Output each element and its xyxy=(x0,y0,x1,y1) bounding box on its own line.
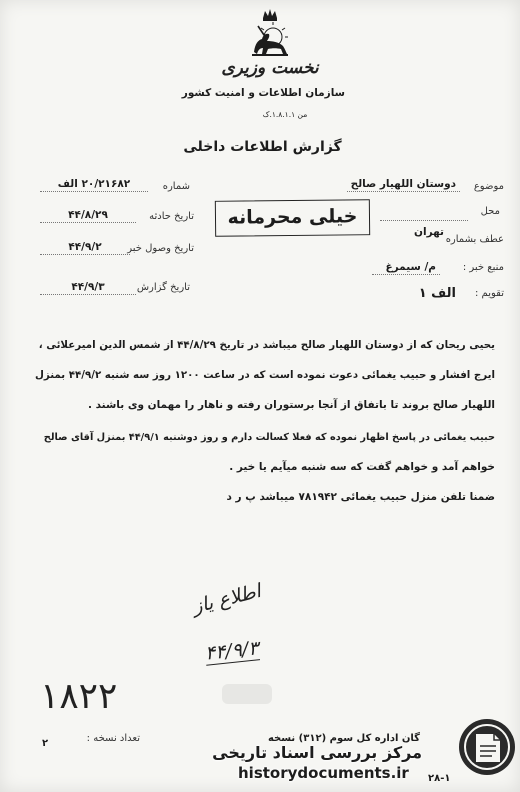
copies-value: ۲ xyxy=(42,738,49,749)
copies-label: تعداد نسخه : xyxy=(86,733,140,744)
document-code: من ۱.۸.۱.۱.ک xyxy=(262,110,308,119)
field-report-date-label: تاریخ گزارش xyxy=(136,282,190,293)
handwritten-number: ۱۸۲۲ xyxy=(40,676,118,717)
field-location-leader xyxy=(380,220,468,221)
field-number-label: شماره xyxy=(162,181,190,192)
field-location-value: تهران xyxy=(414,226,444,238)
field-report-date-value: ۴۴/۹/۳ xyxy=(40,281,136,295)
field-subject-label: موضوع xyxy=(473,181,504,192)
field-source-label: منبع خبر : xyxy=(462,262,504,273)
faint-stamp xyxy=(222,684,272,704)
classification-stamp: خیلی محرمانه xyxy=(215,199,370,237)
field-reference-label: عطف بشماره xyxy=(445,234,504,245)
field-received-date-value: ۴۴/۹/۲ xyxy=(40,241,130,255)
field-incident-date-label: تاریخ حادثه xyxy=(149,211,194,222)
body-line: اللهیار صالح بروند تا باتفاق از آنجا برستوران رفته و ناهار را مهمان وی باشند . xyxy=(87,399,495,411)
archive-logo-icon xyxy=(456,716,516,778)
body-line: یحیی ریحان که از دوستان اللهیار صالح میباشد در تاریخ ۴۴/۸/۲۹ از شمس الدین امیرعلائی ، xyxy=(38,339,495,351)
handwritten-note: اطلاع یاز xyxy=(190,579,264,619)
watermark-url: historydocuments.ir xyxy=(238,764,409,782)
ministry-title: نخست وزیری xyxy=(221,58,319,78)
field-incident-date-value: ۴۴/۸/۲۹ xyxy=(40,209,136,223)
field-calendar-label: تقویم : xyxy=(475,288,504,299)
lion-and-sun-emblem xyxy=(246,8,294,58)
field-received-date-label: تاریخ وصول خبر xyxy=(127,243,194,254)
organization-name: سازمان اطلاعات و امنیت کشور xyxy=(181,87,345,99)
field-location-label: محل xyxy=(480,206,500,217)
body-line: خواهم آمد و خواهم گفت که سه شنبه میآیم یا خیر . xyxy=(229,461,495,473)
field-subject-value: دوستان اللهیار صالح xyxy=(347,178,460,192)
field-source-value: م/ سیمرغ xyxy=(372,261,440,275)
body-line: ایرج افشار و حبیب یغمائی دعوت نموده است که در ساعت ۱۲۰۰ روز سه شنبه ۴۴/۹/۲ بمنزل xyxy=(34,369,495,381)
report-title: گزارش اطلاعات داخلی xyxy=(183,139,342,155)
body-line: ضمنا تلفن منزل حبیب یغمائی ۷۸۱۹۴۲ میباشد پ ر د xyxy=(226,491,495,503)
page-marker: ۲۸-۱ xyxy=(428,773,451,784)
distribution-note: گان اداره کل سوم (۳۱۲) نسخه xyxy=(267,733,420,744)
body-line: حبیب یغمائی در پاسخ اظهار نموده که فعلا کسالت دارم و روز دوشنبه ۴۴/۹/۱ بمنزل آقای صالح xyxy=(43,432,495,443)
field-calendar-value: الف ۱ xyxy=(418,286,456,301)
field-number-value: ۲۰/۲۱۶۸۲ الف xyxy=(40,178,148,192)
handwritten-date: ۴۴/۹/۳ xyxy=(203,637,260,665)
watermark-archive-name: مرکز بررسی اسناد تاریخی xyxy=(212,743,422,762)
